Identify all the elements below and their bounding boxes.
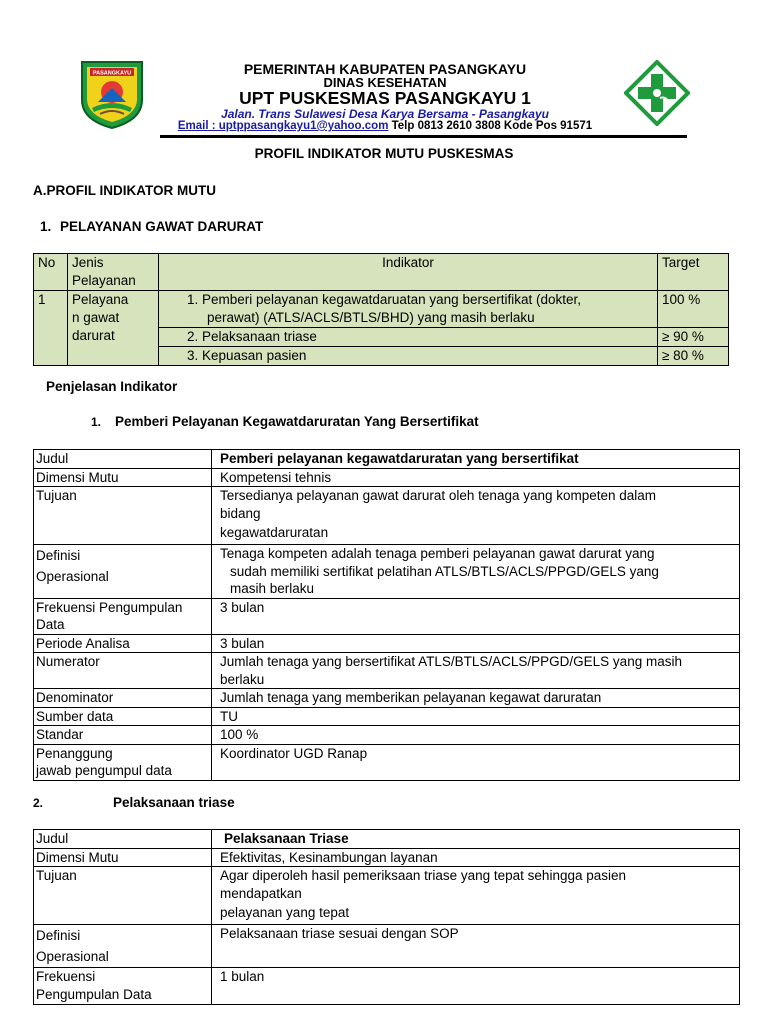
- row-value: Efektivitas, Kesinambungan layanan: [212, 848, 740, 867]
- indicator-2-heading: [33, 795, 235, 810]
- row-jenis-2: n gawat: [72, 310, 120, 325]
- row-key: Tujuan: [34, 867, 212, 925]
- table-row: [34, 726, 740, 745]
- tujuan-line1: Tersedianya pelayanan gawat darurat oleh tenaga yang kompeten dalam: [220, 488, 657, 503]
- definisi-key-2: Operasional: [36, 569, 109, 584]
- row-value: 100 %: [212, 726, 740, 745]
- table-row: [34, 689, 740, 708]
- row-key: [34, 968, 212, 1005]
- row-value: TU: [212, 707, 740, 726]
- row-key: Dimensi Mutu: [34, 848, 212, 867]
- definisi2-key-2: Operasional: [36, 949, 109, 964]
- row-value: 1 bulan: [212, 968, 740, 1005]
- table-row: [34, 291, 729, 328]
- row-value: Koordinator UGD Ranap: [212, 744, 740, 780]
- row-key: Standar: [34, 726, 212, 745]
- gov-line: PEMERINTAH KABUPATEN PASANGKAYU: [243, 61, 527, 77]
- row-value: Jumlah tenaga yang memberikan pelayanan kegawat daruratan: [212, 689, 740, 708]
- row-jenis-1: Pelayana: [72, 292, 129, 307]
- definisi-line3: masih berlaku: [230, 581, 315, 596]
- table-row: [34, 848, 740, 867]
- puskesmas-name: UPT PUSKESMAS PASANGKAYU 1: [239, 88, 531, 108]
- summary-table: [33, 253, 729, 366]
- row-key: Judul: [34, 450, 212, 469]
- row-key: [34, 744, 212, 780]
- definisi-key-1: Definisi: [36, 548, 81, 563]
- table-row: [34, 925, 740, 968]
- row-key: Periode Analisa: [34, 634, 212, 653]
- row-value: [212, 653, 740, 689]
- target-2: ≥ 90 %: [658, 328, 729, 347]
- indicator-1: [159, 291, 658, 328]
- header-jenis-1: Jenis: [72, 255, 104, 270]
- row-key: [34, 545, 212, 599]
- row-value: [212, 867, 740, 925]
- table-header-row: [34, 254, 729, 291]
- email-link[interactable]: Email : uptppasangkayu1@yahoo.com: [177, 120, 389, 132]
- row-jenis-3: darurat: [72, 328, 115, 343]
- table-row: [34, 968, 740, 1005]
- address-line: Jalan. Trans Sulawesi Desa Karya Bersama - Pasangkayu: [221, 107, 549, 121]
- tujuan-line3: kegawatdaruratan: [220, 525, 329, 540]
- table-row: [34, 634, 740, 653]
- profile-table-1: [33, 449, 740, 781]
- section-1-number: 1.: [40, 219, 52, 234]
- header-target: Target: [658, 254, 729, 291]
- table-row: [34, 744, 740, 780]
- table-row: [34, 545, 740, 599]
- row-key: Tujuan: [34, 487, 212, 545]
- phone-postal: Telp 0813 2610 3808 Kode Pos 91571: [388, 120, 593, 132]
- indicator-1-line1: 1. Pemberi pelayanan kegawatdaruatan yang bersertifikat (dokter,: [187, 292, 581, 307]
- profile-table-2: [33, 829, 740, 1005]
- indicator-1-title: Pemberi Pelayanan Kegawatdaruratan Yang Bersertifikat: [115, 414, 479, 429]
- tujuan-line2: bidang: [220, 505, 261, 521]
- table-row: [34, 707, 740, 726]
- table-row: [34, 598, 740, 634]
- tujuan2-line3: pelayanan yang tepat: [220, 905, 350, 920]
- frek2-key-1: Frekuensi: [36, 969, 96, 984]
- pj-key-2: jawab pengumpul data: [36, 763, 172, 778]
- row-value: [212, 545, 740, 599]
- emblem-label: PASANGKAYU: [92, 70, 132, 77]
- target-1: 100 %: [658, 291, 729, 328]
- pj-key-1: Penanggung: [36, 745, 113, 761]
- indicator-1-number: 1.: [91, 415, 102, 429]
- row-key: Judul: [34, 830, 212, 849]
- header-jenis-2: Pelayanan: [72, 273, 136, 288]
- indicator-3: 3. Kepuasan pasien: [159, 347, 658, 366]
- row-value: Pemberi pelayanan kegawatdaruratan yang bersertifikat: [212, 450, 740, 469]
- table-row: [34, 468, 740, 487]
- header-jenis: [68, 254, 159, 291]
- row-key: Denominator: [34, 689, 212, 708]
- regency-emblem-icon: [76, 58, 148, 130]
- row-key: [34, 598, 212, 634]
- definisi2-key-1: Definisi: [36, 928, 81, 943]
- target-3: ≥ 80 %: [658, 347, 729, 366]
- dept-line: DINAS KESEHATAN: [323, 75, 447, 90]
- row-no: 1: [34, 291, 68, 366]
- indicator-1-line2: perawat) (ATLS/ACLS/BTLS/BHD) yang masih berlaku: [207, 310, 535, 325]
- frek-key-2: Data: [36, 617, 65, 632]
- tujuan2-line1: Agar diperoleh hasil pemeriksaan triase yang tepat sehingga pasien: [220, 868, 627, 883]
- table-row: [34, 653, 740, 689]
- section-a-heading: A.PROFIL INDIKATOR MUTU: [33, 183, 216, 198]
- section-1-heading: [40, 219, 263, 234]
- indicator-1-heading: [91, 414, 479, 429]
- row-value: Kompetensi tehnis: [212, 468, 740, 487]
- row-value: Pelaksanaan triase sesuai dengan SOP: [212, 925, 740, 968]
- penjelasan-heading: Penjelasan Indikator: [46, 379, 178, 394]
- row-jenis: [68, 291, 159, 366]
- tujuan2-line2: mendapatkan: [220, 885, 302, 901]
- numerator-line1: Jumlah tenaga yang bersertifikat ATLS/BTLS/ACLS/PPGD/GELS yang masih: [220, 654, 682, 669]
- row-key: Dimensi Mutu: [34, 468, 212, 487]
- row-key: [34, 925, 212, 968]
- table-row: [34, 450, 740, 469]
- row-value: 3 bulan: [212, 598, 740, 634]
- row-value: Pelaksanaan Triase: [212, 830, 740, 849]
- definisi-line1: Tenaga kompeten adalah tenaga pemberi pelayanan gawat darurat yang: [220, 546, 655, 561]
- row-value: 3 bulan: [212, 634, 740, 653]
- indicator-2-number: 2.: [33, 796, 44, 810]
- numerator-line2: berlaku: [220, 671, 265, 687]
- row-key: Sumber data: [34, 707, 212, 726]
- header-no: No: [34, 254, 68, 291]
- letterhead-rule: [160, 135, 687, 138]
- table-row: [34, 867, 740, 925]
- table-row: [34, 830, 740, 849]
- indicator-2: 2. Pelaksanaan triase: [159, 328, 658, 347]
- frek2-key-2: Pengumpulan Data: [36, 987, 152, 1002]
- contact-line: [140, 120, 630, 132]
- row-key: Numerator: [34, 653, 212, 689]
- document-title: PROFIL INDIKATOR MUTU PUSKESMAS: [254, 146, 514, 161]
- table-row: [34, 487, 740, 545]
- indicator-2-title: Pelaksanaan triase: [113, 795, 235, 810]
- frek-key-1: Frekuensi Pengumpulan: [36, 599, 183, 615]
- header-indikator: Indikator: [159, 254, 658, 291]
- puskesmas-cross-icon: [624, 60, 690, 126]
- row-value: [212, 487, 740, 545]
- definisi-line2: sudah memiliki sertifikat pelatihan ATLS/BTLS/ACLS/PPGD/GELS yang: [230, 563, 659, 579]
- section-1-label: PELAYANAN GAWAT DARURAT: [60, 219, 264, 234]
